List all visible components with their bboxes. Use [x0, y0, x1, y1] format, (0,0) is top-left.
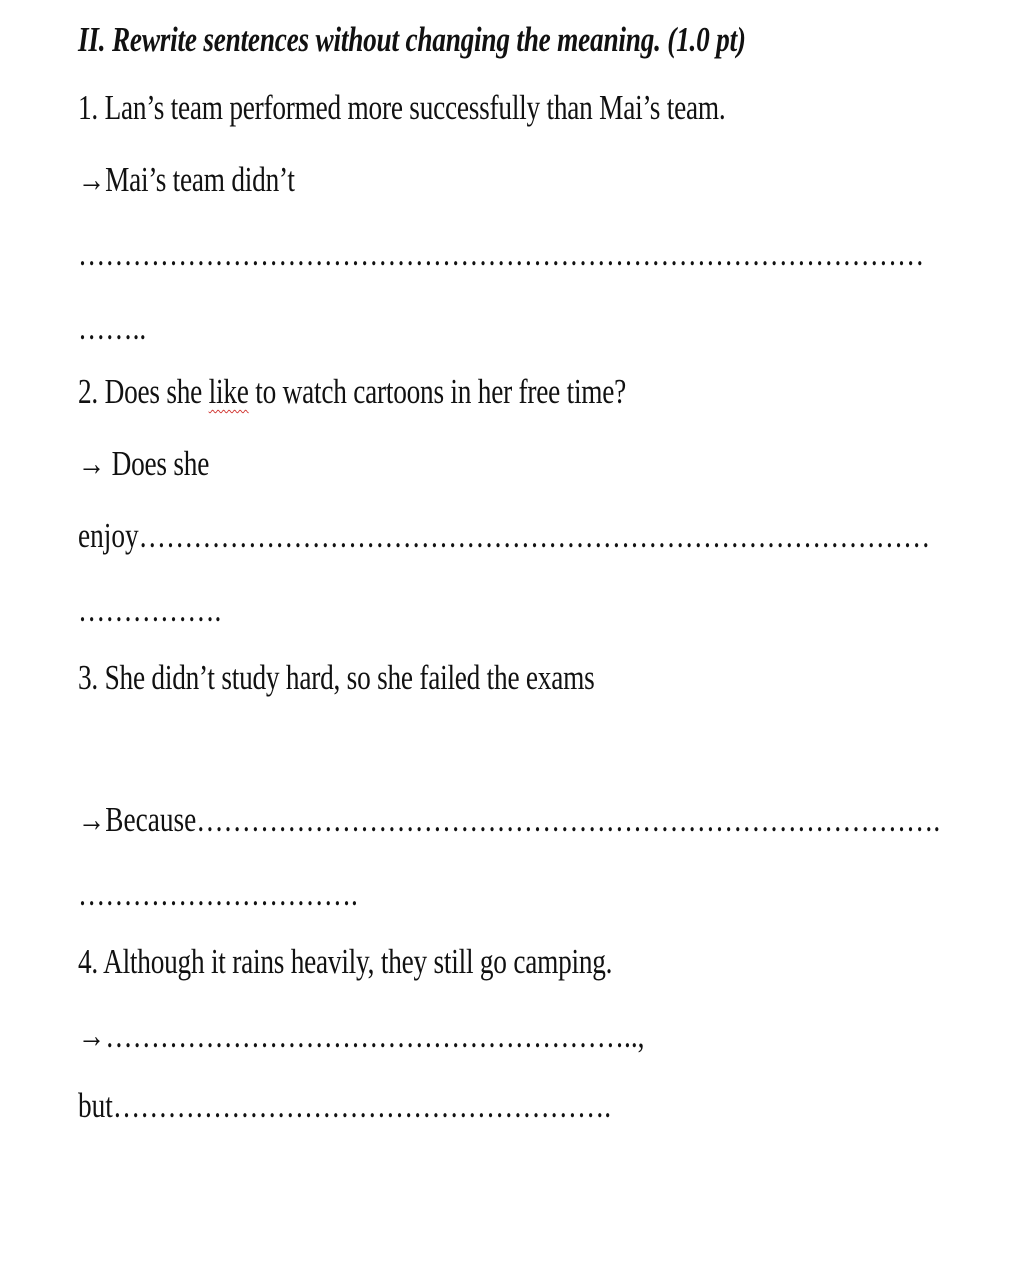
answer-1-blank-continuation: …….. [78, 308, 147, 347]
answer-4-line: →………………………………………………….., [78, 1016, 645, 1055]
answer-1-start: →Mai’s team didn’t [78, 160, 295, 199]
answer-2-start: → Does she [78, 444, 210, 483]
question-4: 4. Although it rains heavily, they still go camping. [78, 942, 613, 981]
answer-2-line: enjoy…………………………………………………………………………… [78, 516, 931, 555]
question-2-part-2: to watch cartoons in her free time? [248, 372, 627, 411]
answer-3-blank-continuation: …………………………. [78, 874, 358, 913]
question-2 [78, 370, 626, 414]
question-2-underlined-word: like [208, 372, 249, 411]
question-1: 1. Lan’s team performed more successfully than Mai’s team. [78, 88, 726, 127]
question-2-part-1: 2. Does she [78, 372, 209, 411]
question-3: 3. She didn’t study hard, so she failed the exams [78, 658, 595, 697]
answer-3-line: →Because………………………………………………………………………. [78, 800, 941, 839]
section-heading: II. Rewrite sentences without changing the meaning. (1.0 pt) [78, 20, 746, 59]
answer-2-blank-continuation: ……………. [78, 590, 222, 629]
answer-1-blank-line: ………………………………………………………………………………… [78, 234, 925, 273]
answer-4-line-2: but………………………………………………. [78, 1086, 612, 1125]
